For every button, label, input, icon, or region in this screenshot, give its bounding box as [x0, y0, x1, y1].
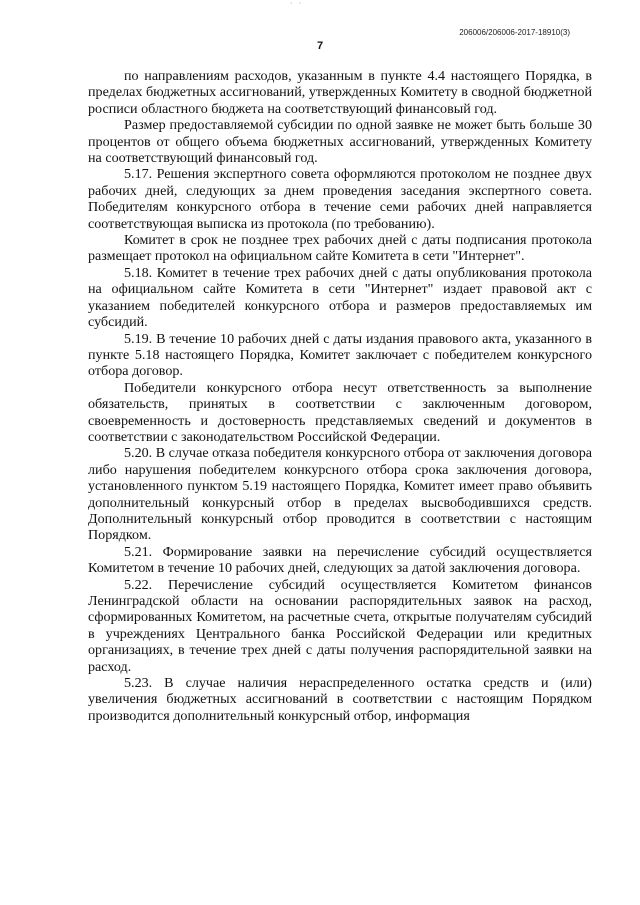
document-body	[88, 68, 592, 724]
paragraph-5-22: 5.22. Перечисление субсидий осуществляется Комитетом финансов Ленинградской области на основании распорядительных заявок на расход, сформированных Комитетом, на расчетные счета, открытые получателям субсидий в учреждениях Центрального банка Российской Федерации или кредитных организациях, в течение трех дней с даты получения распорядительной заявки на расход.	[88, 576, 592, 675]
paragraph-5-21: 5.21. Формирование заявки на перечисление субсидий осуществляется Комитетом в течение 10 рабочих дней, следующих за датой заключения договора.	[88, 543, 592, 577]
paragraph-5-23: 5.23. В случае наличия нераспределенного остатка средств и (или) увеличения бюджетных ассигнований в соответствии с настоящим Порядком производится дополнительный конкурсный отбор, информация	[88, 675, 592, 724]
paragraph-subsidy-limit: Размер предоставляемой субсидии по одной заявке не может быть больше 30 процентов от общего объема бюджетных ассигнований, утвержденных Комитету на соответствующий финансовый год.	[88, 117, 592, 167]
paragraph-5-20: 5.20. В случае отказа победителя конкурсного отбора от заключения договора либо нарушения победителем конкурсного отбора срока заключения договора, установленного пунктом 5.19 настоящего Порядка, Комитет имеет право объявить дополнительный конкурсный отбор в пределах высвободившихся средств. Дополнительный конкурсный отбор проводится в соответствии с настоящим Порядком.	[88, 445, 592, 544]
paragraph-continuation-4-4: по направлениям расходов, указанным в пункте 4.4 настоящего Порядка, в пределах бюджетных ассигнований, утвержденных Комитету в сводной бюджетной росписи областного бюджета на соответствующий финансовый год.	[88, 68, 592, 117]
paragraph-protocol-publication: Комитет в срок не позднее трех рабочих дней с даты подписания протокола размещает протокол на официальном сайте Комитета в сети "Интернет".	[88, 232, 592, 265]
paragraph-5-19: 5.19. В течение 10 рабочих дней с даты издания правового акта, указанного в пункте 5.18 настоящего Порядка, Комитет заключает с победителем конкурсного отбора договор.	[88, 330, 592, 380]
document-id: 206006/206006-2017-18910(3)	[459, 28, 570, 37]
paragraph-5-17: 5.17. Решения экспертного совета оформляются протоколом не позднее двух рабочих дней, следующих за днем проведения заседания экспертного совета. Победителям конкурсного отбора в течение семи рабочих дней направляется соответствующая выписка из протокола (по требованию).	[88, 166, 592, 232]
paragraph-winners-responsibility: Победители конкурсного отбора несут ответственность за выполнение обязательств, принятых в соответствии с заключенным договором, своевременность и достоверность представляемых сведений и документов в соответствии с законодательством Российской Федерации.	[88, 379, 592, 445]
paragraph-5-18: 5.18. Комитет в течение трех рабочих дней с даты опубликования протокола на официальном сайте Комитета в сети "Интернет" издает правовой акт с указанием победителей конкурсного отбора и размеров предоставляемых им субсидий.	[88, 264, 592, 331]
scan-artifact: · ·	[290, 0, 304, 8]
page-number: 7	[316, 40, 324, 52]
